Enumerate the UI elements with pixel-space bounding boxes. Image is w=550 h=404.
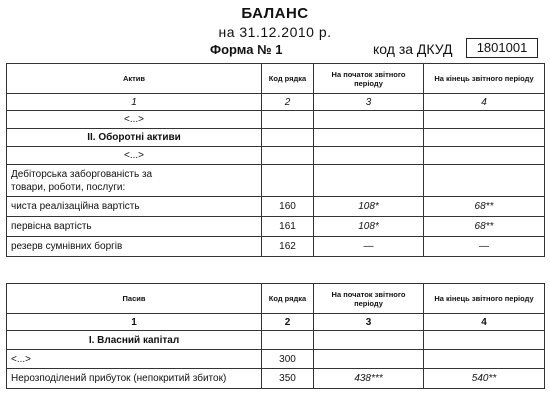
table-row xyxy=(7,197,545,217)
row-code: 161 xyxy=(262,217,314,237)
liabilities-colnum-4: 4 xyxy=(424,314,545,331)
assets-colnum-1: 1 xyxy=(7,94,262,111)
assets-table xyxy=(6,63,545,257)
row-end xyxy=(424,350,545,369)
row-code: 350 xyxy=(262,369,314,389)
assets-header-end: На кінець звітного періоду xyxy=(424,64,545,94)
row-name: <...> xyxy=(7,147,262,165)
liabilities-table xyxy=(6,283,545,389)
document-title: БАЛАНС xyxy=(241,5,309,22)
liabilities-colnum-3: 3 xyxy=(314,314,424,331)
row-code xyxy=(262,331,314,350)
row-start: — xyxy=(314,237,424,257)
row-start xyxy=(314,129,424,147)
liabilities-colnum-1: 1 xyxy=(7,314,262,331)
table-row xyxy=(7,129,545,147)
row-code xyxy=(262,147,314,165)
section-title: I. Власний капітал xyxy=(7,331,262,350)
liabilities-header-name: Пасив xyxy=(7,284,262,314)
row-end: — xyxy=(424,237,545,257)
row-code: 300 xyxy=(262,350,314,369)
row-code: 162 xyxy=(262,237,314,257)
row-start xyxy=(314,111,424,129)
row-name: <...> xyxy=(7,350,262,369)
table-row xyxy=(7,111,545,129)
assets-header-start: На початок звітного періоду xyxy=(314,64,424,94)
table-row xyxy=(7,237,545,257)
row-end xyxy=(424,165,545,197)
row-code xyxy=(262,165,314,197)
liabilities-header-code: Код рядка xyxy=(262,284,314,314)
document-date: на 31.12.2010 р. xyxy=(218,24,332,40)
code-label: код за ДКУД xyxy=(373,41,453,57)
row-start xyxy=(314,350,424,369)
row-start: 108* xyxy=(314,197,424,217)
row-code xyxy=(262,111,314,129)
assets-colnum-4: 4 xyxy=(424,94,545,111)
assets-header-code: Код рядка xyxy=(262,64,314,94)
table-row xyxy=(7,165,545,197)
row-end xyxy=(424,111,545,129)
liabilities-header-start: На початок звітного періоду xyxy=(314,284,424,314)
row-name: Дебіторська заборгованість за товари, роботи, послуги: xyxy=(7,165,262,197)
code-box: 1801001 xyxy=(466,38,538,58)
table-row xyxy=(7,331,545,350)
table-row xyxy=(7,147,545,165)
assets-header-name: Актив xyxy=(7,64,262,94)
liabilities-colnum-2: 2 xyxy=(262,314,314,331)
row-name: Нерозподілений прибуток (непокритий збиток) xyxy=(7,369,262,389)
row-end: 540** xyxy=(424,369,545,389)
row-name: <...> xyxy=(7,111,262,129)
assets-colnum-3: 3 xyxy=(314,94,424,111)
row-code xyxy=(262,129,314,147)
row-end: 68** xyxy=(424,217,545,237)
assets-colnum-2: 2 xyxy=(262,94,314,111)
liabilities-header-end: На кінець звітного періоду xyxy=(424,284,545,314)
row-name: чиста реалізаційна вартість xyxy=(7,197,262,217)
row-end xyxy=(424,147,545,165)
row-start: 108* xyxy=(314,217,424,237)
table-row xyxy=(7,217,545,237)
row-end: 68** xyxy=(424,197,545,217)
row-code: 160 xyxy=(262,197,314,217)
form-number: Форма № 1 xyxy=(210,42,283,57)
row-start xyxy=(314,147,424,165)
table-row xyxy=(7,369,545,389)
row-name: первісна вартість xyxy=(7,217,262,237)
row-start xyxy=(314,165,424,197)
row-start: 438*** xyxy=(314,369,424,389)
row-name: резерв сумнівних боргів xyxy=(7,237,262,257)
section-title: II. Оборотні активи xyxy=(7,129,262,147)
row-end xyxy=(424,129,545,147)
row-end xyxy=(424,331,545,350)
row-start xyxy=(314,331,424,350)
table-row xyxy=(7,350,545,369)
